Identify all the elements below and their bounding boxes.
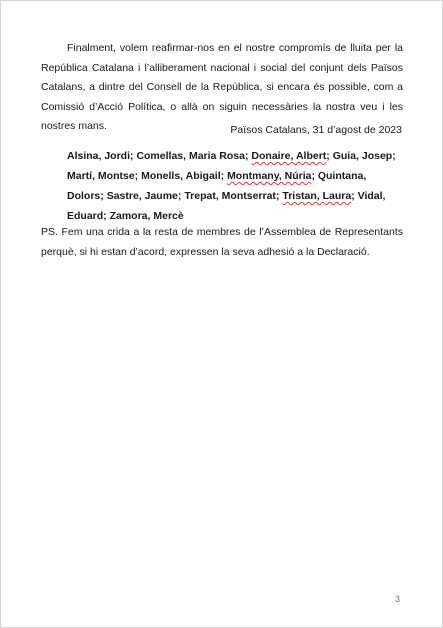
signatory: Alsina, Jordi	[67, 150, 131, 162]
postscript: PS. Fem una crida a la resta de membres de l’Assemblea de Representants perquè, si hi estan d’acord, expressen la seva adhesió a la Declaració.	[41, 226, 403, 258]
dateline: Països Catalans, 31 d’agost de 2023	[230, 124, 402, 136]
signatory: Quintana, Dolors	[67, 170, 367, 202]
signatories-list: Alsina, Jordi; Comellas, Maria Rosa; Donaire, Albert; Guia, Josep; Martí, Montse; Monells, Abigail; Montmany, Núria; Quintana, Dolors; Sastre, Jaume; Trepat, Montserrat; Tristan, Laura; Vidal, Eduard; Zamora, Mercè	[67, 150, 396, 222]
signatory: Guia, Josep	[332, 150, 393, 162]
closing-paragraph: Finalment, volem reafirmar-nos en el nostre compromís de lluita per la República Catalana i l’alliberament nacional i social del conjunt dels Països Catalans, a dintre del Consell de la República, si encara és possible, com a Comissió d’Acció Política, o allà on siguin necessàries la nostra veu i les nostres mans.	[41, 42, 403, 132]
signatory: Montmany, Núria	[227, 170, 312, 182]
signatory: Trepat, Montserrat	[184, 190, 276, 202]
signatory: Sastre, Jaume	[106, 190, 178, 202]
signatory: Donaire, Albert	[251, 150, 327, 162]
signatory: Martí, Montse	[67, 170, 135, 182]
signatory: Vidal, Eduard	[67, 190, 386, 222]
signatory: Monells, Abigail	[141, 170, 221, 182]
signatory: Zamora, Mercè	[109, 210, 184, 222]
page-number: 3	[394, 594, 400, 604]
signatory: Comellas, Maria Rosa	[136, 150, 245, 162]
signatory: Tristan, Laura	[282, 190, 352, 202]
